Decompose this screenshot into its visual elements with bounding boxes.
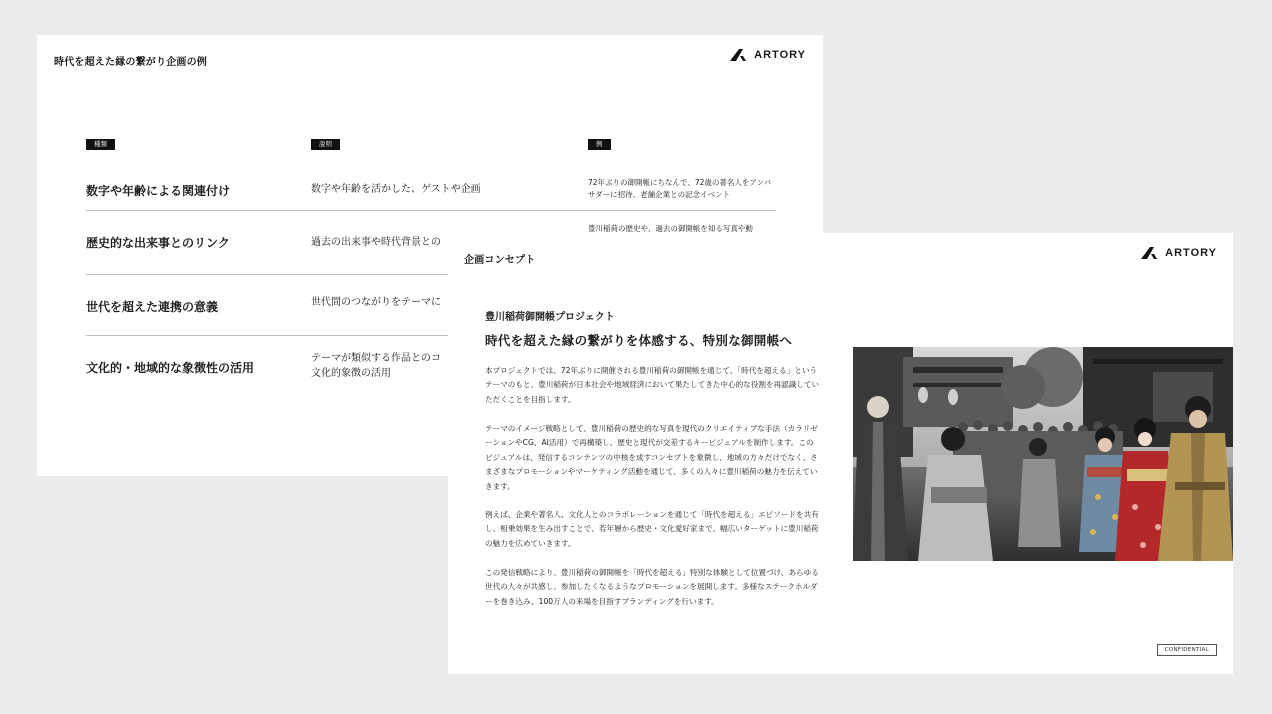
concept-paragraph: この発信戦略により、豊川稲荷の御開帳を「時代を超える」特別な体験として位置づけ、あらゆる世代の人々が共感し、参加したくなるようなプロモーションを展開します。多様なステークホルダーを巻き込み、100万人の来場を目指すブランディングを行います。 (485, 568, 819, 606)
slide-title: 時代を超えた縁の繋がり企画の例 (54, 57, 207, 68)
artory-logo-icon (1141, 247, 1159, 259)
row-kind: 数字や年齢による関連付け (86, 184, 231, 198)
artory-logo (1141, 247, 1217, 259)
row-kind: 文化的・地域的な象徴性の活用 (86, 361, 255, 375)
concept-paragraph: 例えば、企業や著名人、文化人とのコラボレーションを通じて「時代を超える」エピソードを共有し、相乗効果を生み出すことで、若年層から歴史・文化愛好家まで、幅広いターゲットに豊川稲荷の魅力を広めていきます。 (485, 510, 819, 548)
slide-concept (448, 233, 1233, 674)
headline: 時代を超えた縁の繋がりを体感する、特別な御開帳へ (485, 333, 793, 348)
key-visual-photo (853, 347, 1233, 561)
column-header-description: 説明 (311, 139, 340, 150)
column-header-kind: 種類 (86, 139, 115, 150)
slide-title: 企画コンセプト (464, 255, 536, 266)
confidential-label: CONFIDENTIAL (1157, 644, 1217, 656)
row-description: 世代間のつながりをテーマに (311, 297, 441, 308)
row-example: 豊川稲荷の歴史や、過去の御開帳を知る写真や動 (588, 224, 753, 233)
column-header-example: 例 (588, 139, 611, 150)
logo-text: ARTORY (754, 49, 806, 61)
row-description: テーマが類似する作品とのコ 文化的象徴の活用 (311, 353, 441, 379)
artory-logo (730, 49, 806, 61)
project-label: 豊川稲荷御開帳プロジェクト (485, 312, 615, 323)
row-description: 過去の出来事や時代背景との (311, 237, 441, 248)
row-divider (86, 210, 776, 211)
concept-paragraph: 本プロジェクトでは、72年ぶりに開催される豊川稲荷の御開帳を通じて、「時代を超える」というテーマのもと、豊川稲荷が日本社会や地域経済において果たしてきた中心的な役割を再認識していただくことを目指します。 (485, 366, 820, 404)
row-kind: 世代を超えた連携の意義 (86, 300, 219, 314)
concept-paragraph: テーマのイメージ戦略として、豊川稲荷の歴史的な写真を現代のクリエイティブな手法（カラリゼーションやCG、AI活用）で再構築し、歴史と現代が交差するキービジュアルを制作します。このビジュアルは、発信するコンテンツの中核を成すコンセプトを象徴し、地域の方々だけでなく、さまざまなプロモーションやマーケティング活動を通じて、多くの人々に豊川稲荷の魅力を伝えていきます。 (485, 424, 818, 491)
row-description: 数字や年齢を活かした、ゲストや企画 (311, 184, 481, 195)
logo-text: ARTORY (1165, 247, 1217, 259)
row-kind: 歴史的な出来事とのリンク (86, 236, 230, 250)
artory-logo-icon (730, 49, 748, 61)
row-example: 72年ぶりの御開帳にちなんで、72歳の著名人をアンバサダーに招待、老舗企業との記念イベント (588, 178, 772, 199)
